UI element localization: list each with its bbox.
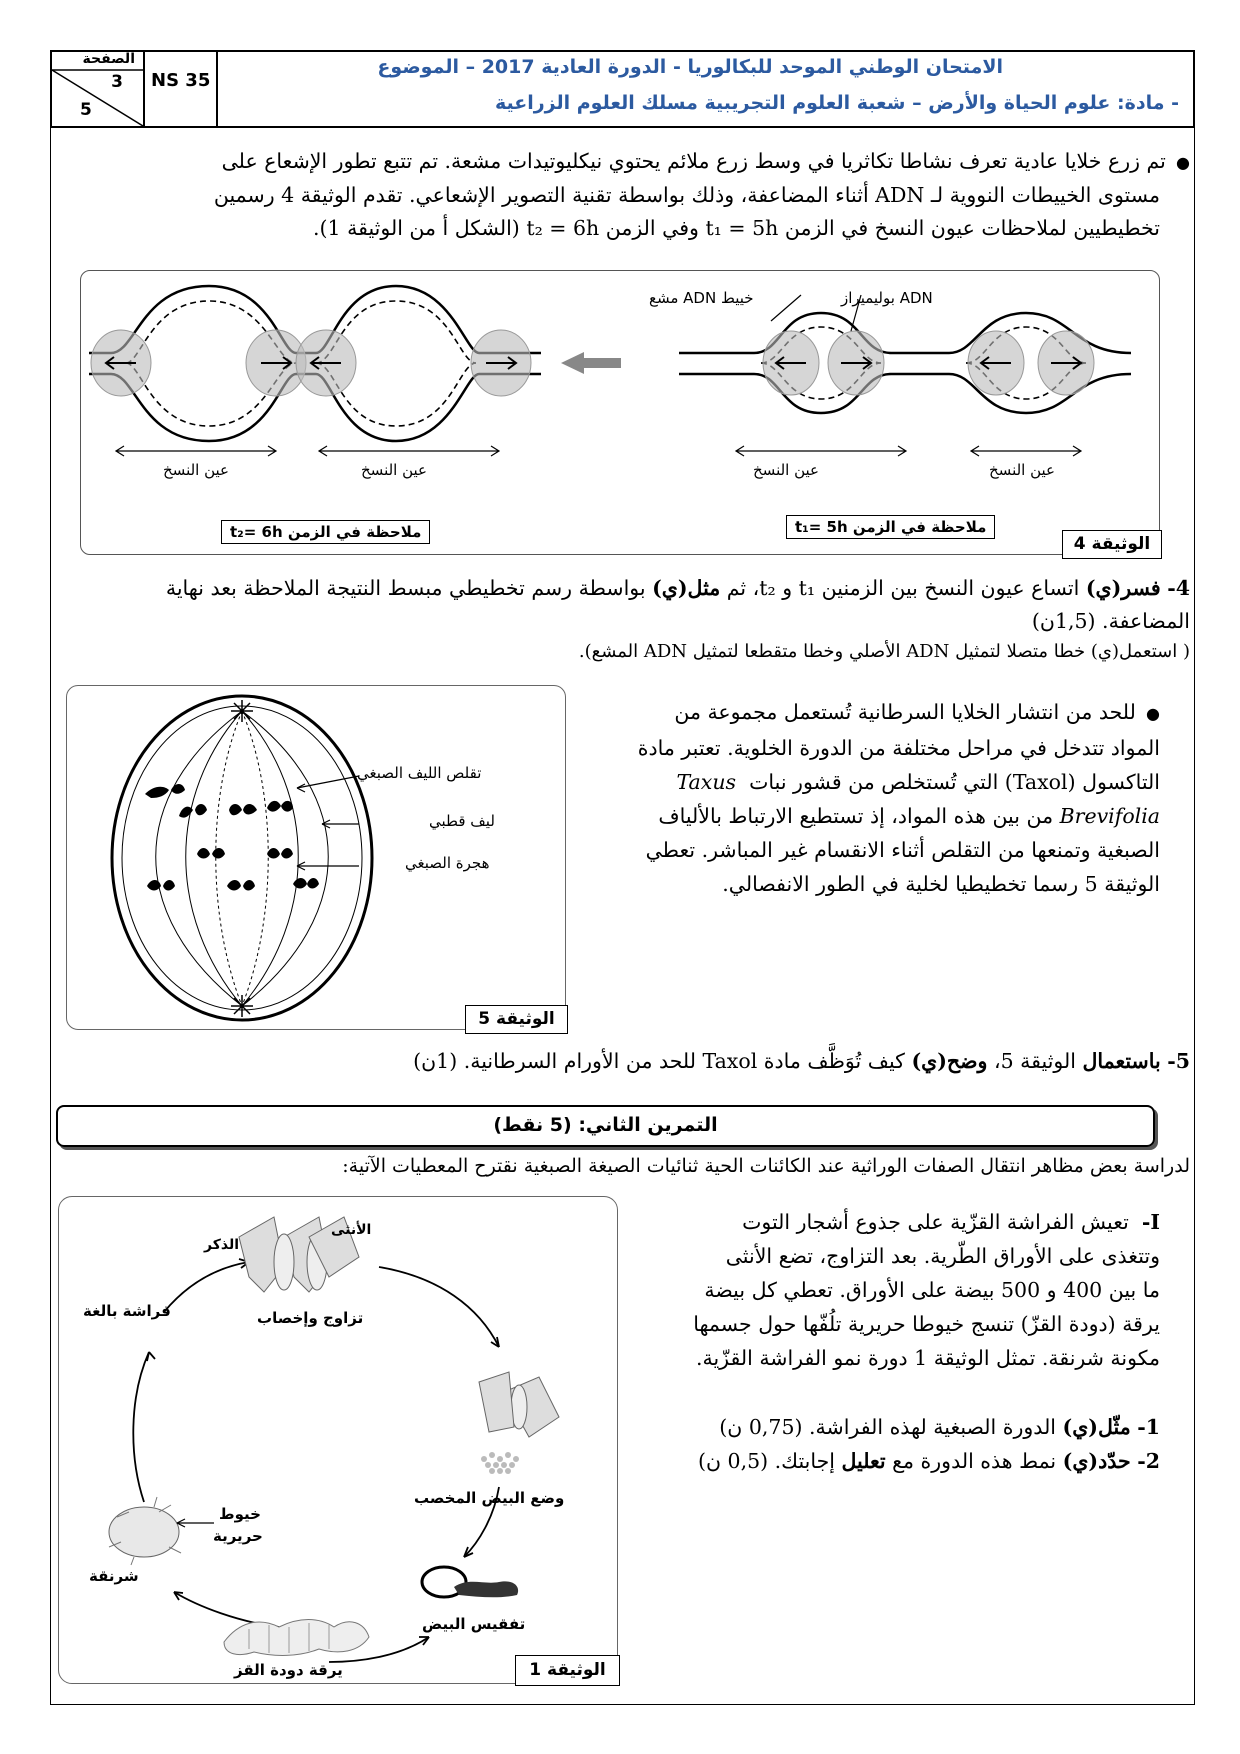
document-4-box <box>80 270 1160 555</box>
polar-fiber-label: ليف قطبي <box>429 812 495 830</box>
header-title-box <box>216 50 1195 128</box>
paragraph-3 <box>620 1205 1160 1375</box>
para3-line5: مكونة شرنقة. تمثل الوثيقة 1 دورة نمو الفراشة القزّية. <box>695 1346 1160 1370</box>
page-number-box <box>50 50 145 128</box>
replication-eye-label-3: عين النسخ <box>163 461 229 479</box>
question-2: 2- حدّد(ي) نمط هذه الدورة مع تعليل إجابتك. (0,5 ن) <box>697 1449 1160 1473</box>
q4-line2: المضاعفة. (1,5ن) <box>1031 609 1190 633</box>
radioactive-dna-label: خييط ADN مشع <box>649 289 754 307</box>
para3-line3: ما بين 400 و 500 بيضة على الأوراق. تعطي كل بيضة <box>704 1278 1160 1302</box>
para2-line3: التاكسول (Taxol) التي تُستخلص من قشور نبات Taxus <box>676 770 1160 794</box>
adult-moth-label: فراشة بالغة <box>83 1302 171 1320</box>
exam-code: NS 35 <box>151 70 211 91</box>
replication-eye-label-4: عين النسخ <box>361 461 427 479</box>
question-5: 5- باستعمال الوثيقة 5، وضح(ي) كيف تُوَظَّف مادة Taxol للحد من الأورام السرطانية. (1ن) <box>413 1049 1190 1073</box>
para2-line5: الصبغية وتمنعها من التقلص أثناء الانقسام غير المباشر. تعطي <box>645 838 1160 862</box>
para1-line1: ● تم زرع خلايا عادية تعرف نشاطا تكاثريا في وسط زرع ملائم يحتوي نيكليوتيدات مشعة. تم تتبع تطور الإشعاع على <box>221 149 1190 173</box>
replication-diagram-t1 <box>679 295 1131 456</box>
page-current: 3 <box>111 72 123 92</box>
paragraph-1 <box>40 145 1190 245</box>
exam-code-box <box>143 50 218 128</box>
cocoon-label: شرنقة <box>89 1567 139 1585</box>
replication-eyes-diagram <box>81 271 1159 554</box>
header-line2: - مادة: علوم الحياة والأرض – شعبة العلوم التجريبية مسلك العلوم الزراعية <box>494 92 1179 114</box>
silk-label-2: حريرية <box>213 1527 263 1545</box>
para2-line4: Brevifolia من بين هذه المواد، إذ تستطيع الارتباط بالألياف <box>658 804 1160 828</box>
para3-line4: يرقة (دودة القزّ) تنسج خيوطا حريرية تلُفّها حول جسمها <box>693 1312 1160 1336</box>
para3-line1: I- تعيش الفراشة القزّية على جذوع أشجار التوت <box>742 1210 1160 1234</box>
exercise-2-title-box <box>56 1105 1155 1147</box>
document-5-label: الوثيقة 5 <box>465 1005 568 1034</box>
observation-t2: ملاحظة في الزمن t₂= 6h <box>221 520 430 544</box>
mating-label: تزاوج وإخصاب <box>257 1309 364 1327</box>
chromosome-migration-label: هجرة الصبغي <box>405 854 490 872</box>
exercise-2-intro: لدراسة بعض مظاهر انتقال الصفات الوراثية عند الكائنات الحية ثنائيات الصيغة الصبغية نقترح المعطيات الآتية: <box>342 1155 1190 1177</box>
document-5-box <box>66 685 566 1030</box>
polymerase-label: ADN بوليميراز <box>841 289 933 307</box>
exercise-2-title: التمرين الثاني: (5 نقط) <box>493 1114 718 1136</box>
silk-label-1: خيوط <box>219 1505 261 1523</box>
larva-label: يرقة دودة القز <box>234 1661 343 1679</box>
q4-note: ( استعمل(ي) خطا متصلا لتمثيل ADN الأصلي وخطا متقطعا لتمثيل ADN المشع). <box>578 641 1190 662</box>
document-4-label: الوثيقة 4 <box>1062 530 1162 559</box>
replication-eye-label-2: عين النسخ <box>989 461 1055 479</box>
page-total: 5 <box>80 100 92 120</box>
observation-t1: ملاحظة في الزمن t₁= 5h <box>786 515 995 539</box>
fiber-contraction-label: تقلص الليف الصبغي <box>357 764 482 782</box>
para3-line2: وتتغذى على الأوراق الطّرية. بعد التزاوج، تضع الأنثى <box>725 1244 1160 1268</box>
female-label: الأنثى <box>331 1222 372 1238</box>
para2-line2: المواد تتدخل في مراحل مختلفة من الدورة الخلوية. تعتبر مادة <box>637 736 1160 760</box>
question-1: 1- مثّل(ي) الدورة الصبغية لهذه الفراشة. (0,75 ن) <box>719 1415 1160 1439</box>
para2-line6: الوثيقة 5 رسما تخطيطيا لخلية في الطور الانفصالي. <box>722 872 1160 896</box>
anaphase-cell-diagram <box>67 686 565 1029</box>
document-1-box <box>58 1196 618 1684</box>
header-line1: الامتحان الوطني الموحد للبكالوريا - الدورة العادية 2017 – الموضوع <box>377 56 1003 78</box>
paragraph-2 <box>570 695 1160 901</box>
replication-eye-label-1: عين النسخ <box>753 461 819 479</box>
para1-line2: مستوى الخييطات النووية لـ ADN أثناء المضاعفة، وذلك بواسطة تقنية التصوير الإشعاعي. تقدم الوثيقة 4 رسمين <box>213 183 1160 207</box>
question-4 <box>40 572 1190 666</box>
silkworm-lifecycle-diagram <box>59 1197 617 1683</box>
para2-line1: ● للحد من انتشار الخلايا السرطانية تُستعمل مجموعة من <box>674 700 1160 724</box>
document-1-label: الوثيقة 1 <box>515 1655 620 1686</box>
para1-line3: تخطيطيين لملاحظات عيون النسخ في الزمن t₁ = 5h وفي الزمن t₂ = 6h (الشكل أ من الوثيقة 1). <box>313 216 1160 240</box>
questions-1-2 <box>620 1410 1160 1478</box>
male-label: الذكر <box>204 1237 239 1253</box>
replication-diagram-t2 <box>89 286 541 456</box>
q4-line1: 4- فسر(ي) اتساع عيون النسخ بين الزمنين t₁ و t₂، ثم مثل(ي) بواسطة رسم تخطيطي مبسط النتيجة الملاحظة بعد نهاية <box>165 576 1190 600</box>
egg-laying-label: وضع البيض المخصب <box>414 1489 565 1507</box>
hatching-label: تفقيس البيض <box>422 1615 526 1633</box>
page-label: الصفحة <box>82 51 135 67</box>
